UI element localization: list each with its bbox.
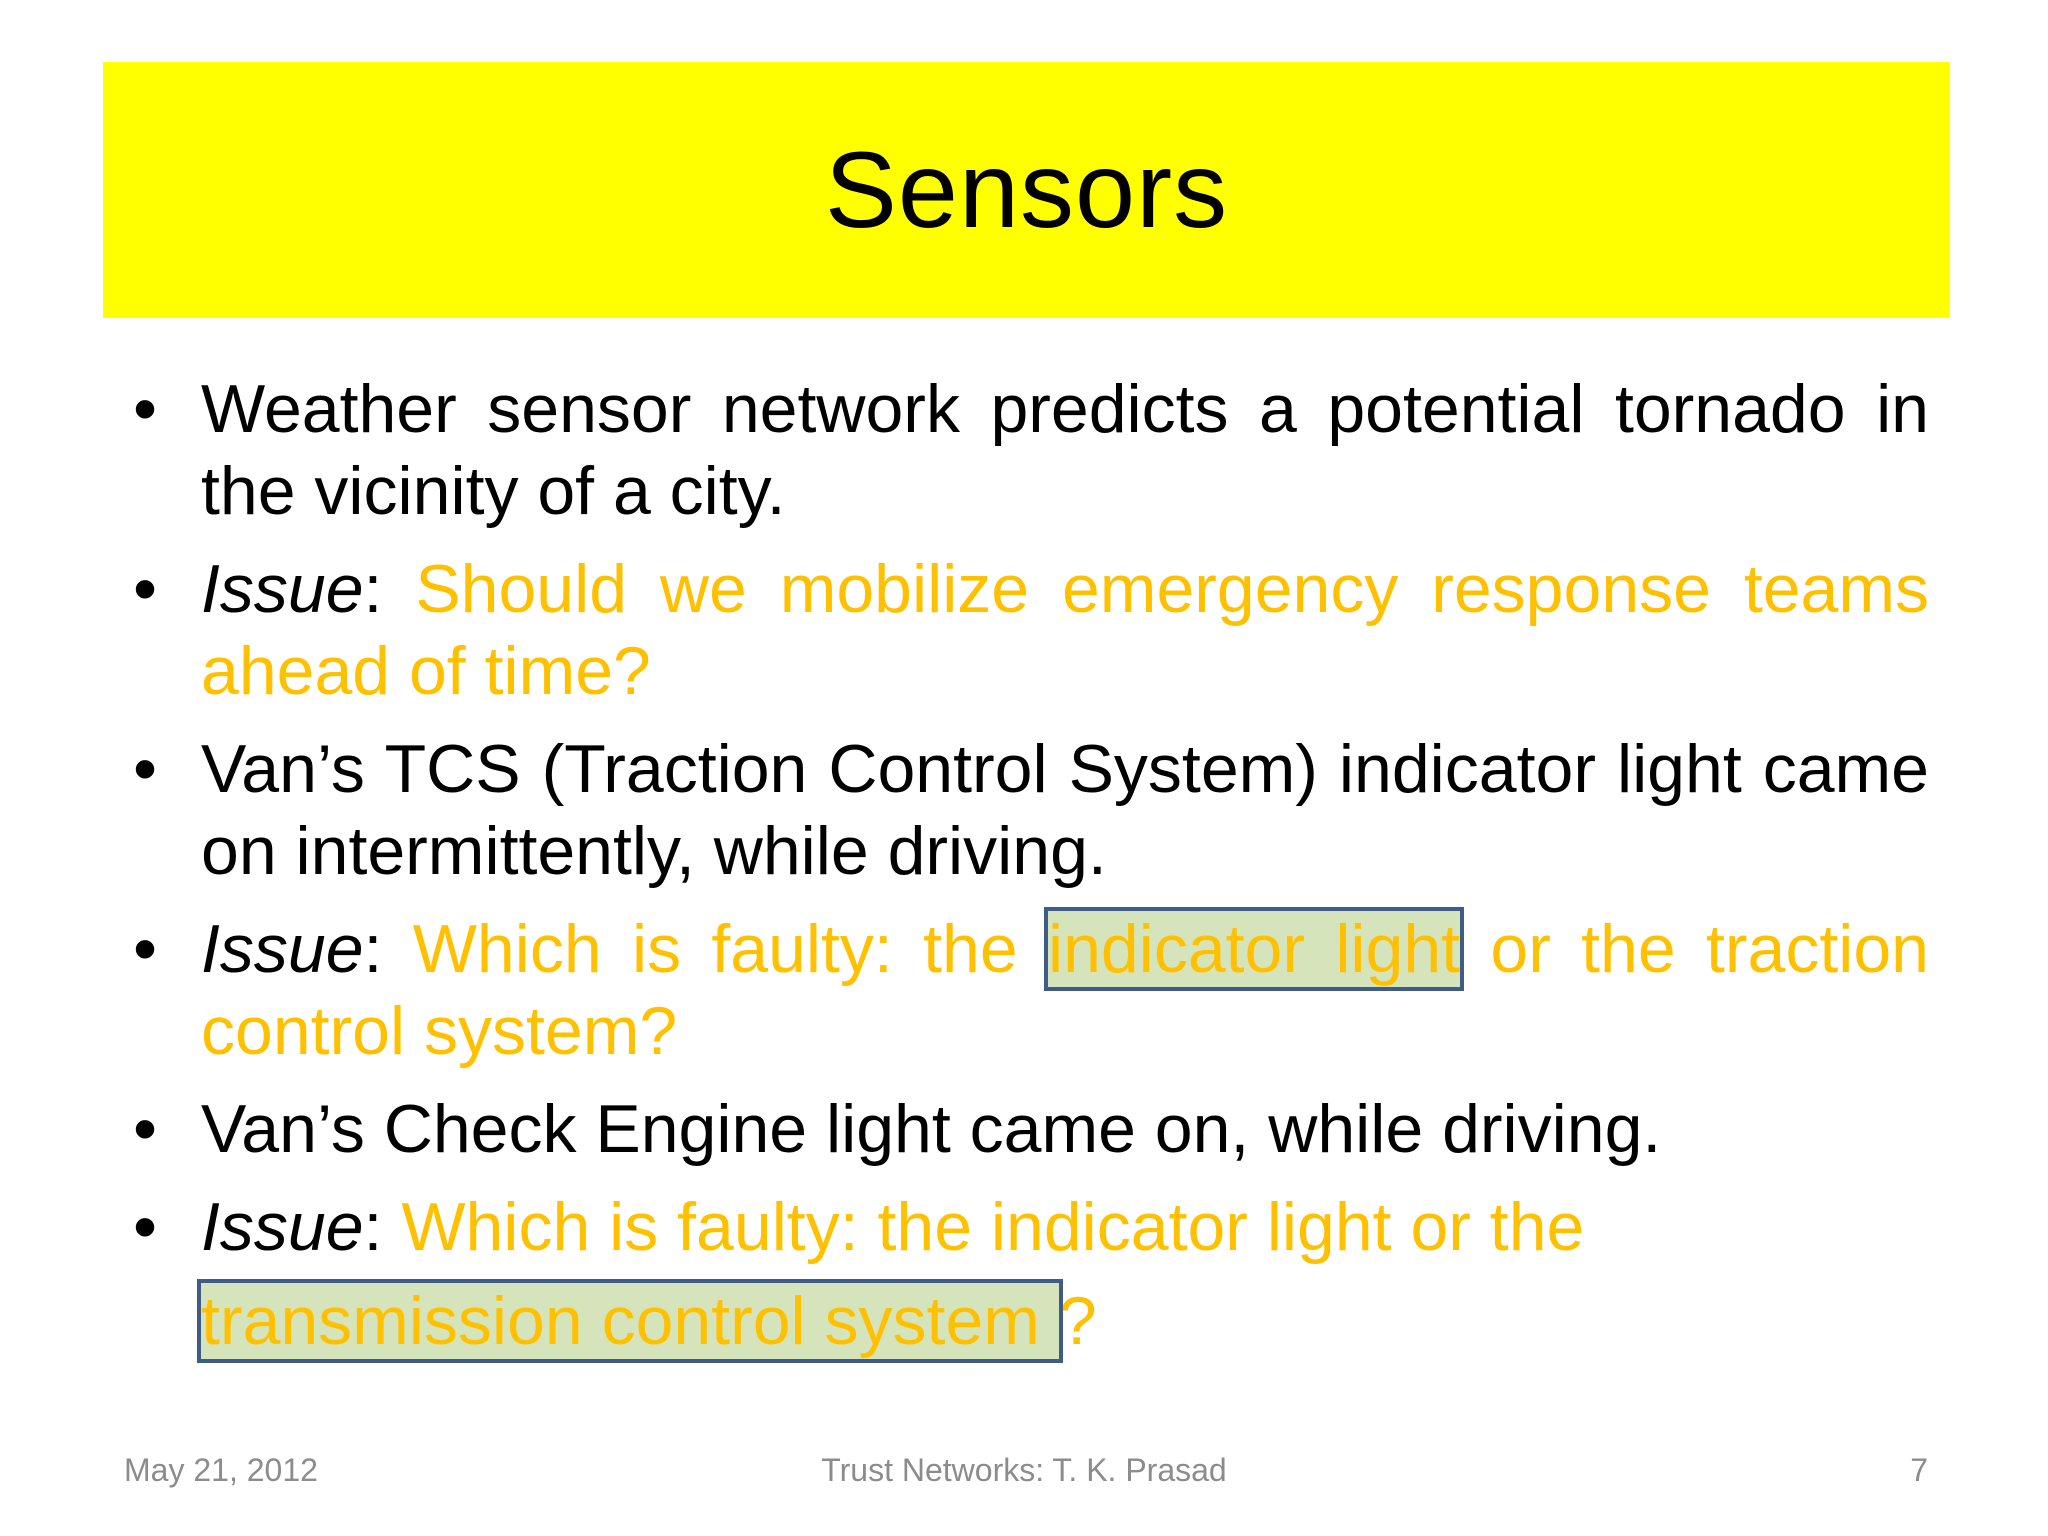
issue-label: Issue bbox=[201, 551, 364, 627]
issue-colon: : bbox=[363, 911, 383, 987]
issue-question-end: ? bbox=[1058, 1283, 1097, 1359]
bullet-list bbox=[125, 368, 1929, 1378]
issue-question-after: or the traction control system? bbox=[201, 911, 1929, 1069]
bullet-dot: • bbox=[133, 1189, 157, 1265]
bullet-item bbox=[125, 1088, 1929, 1170]
bullet-item bbox=[125, 1186, 1929, 1362]
slide-title: Sensors bbox=[824, 129, 1229, 250]
issue-question-line1: Which is faulty: the indicator light or the bbox=[401, 1189, 1585, 1265]
issue-colon: : bbox=[363, 1189, 383, 1265]
bullet-item bbox=[125, 908, 1929, 1072]
bullet-text: Weather sensor network predicts a potential tornado in the vicinity of a city. bbox=[201, 371, 1929, 529]
bullet-item bbox=[125, 548, 1929, 712]
title-band bbox=[103, 62, 1950, 318]
bullet-dot: • bbox=[133, 1091, 157, 1167]
bullet-item bbox=[125, 728, 1929, 892]
bullet-dot: • bbox=[133, 731, 157, 807]
highlight-box-indicator-light: indicator light bbox=[1047, 911, 1461, 987]
issue-label: Issue bbox=[201, 1189, 364, 1265]
highlight-box-transmission-control-system: transmission control system bbox=[201, 1283, 1059, 1359]
issue-question-before: Which is faulty: the bbox=[412, 911, 1048, 987]
footer-page-number: 7 bbox=[1910, 1452, 1928, 1488]
issue-colon: : bbox=[363, 551, 383, 627]
footer-date: May 21, 2012 bbox=[124, 1452, 318, 1488]
bullet-text: Van’s TCS (Traction Control System) indicator light came on intermittently, while driving. bbox=[201, 731, 1929, 889]
bullet-text: Van’s Check Engine light came on, while driving. bbox=[201, 1091, 1662, 1167]
issue-question: Should we mobilize emergency response teams ahead of time? bbox=[201, 551, 1929, 709]
bullet-dot: • bbox=[133, 911, 157, 987]
footer-title: Trust Networks: T. K. Prasad bbox=[821, 1452, 1227, 1488]
issue-label: Issue bbox=[201, 911, 364, 987]
bullet-dot: • bbox=[133, 551, 157, 627]
bullet-item bbox=[125, 368, 1929, 532]
bullet-dot: • bbox=[133, 371, 157, 447]
